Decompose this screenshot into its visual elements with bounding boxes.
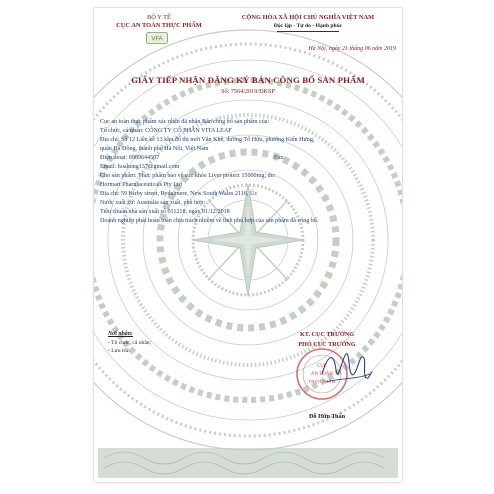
svg-text:VFA: VFA bbox=[151, 36, 163, 43]
manufacturer-name: Hormart Pharmaceuticals Pty Ltd bbox=[100, 182, 182, 188]
responsibility-statement: Doanh nghiệp phải hoàn toàn chịu trách nhiệm về tính phù hợp của sản phẩm đã công bố. bbox=[100, 218, 319, 224]
fax-number: Fax: bbox=[274, 155, 285, 161]
document-page bbox=[94, 8, 402, 482]
signer-position: PHÓ CỤC TRƯỞNG bbox=[298, 341, 356, 348]
department-name: CỤC AN TOÀN THỰC PHẨM bbox=[116, 22, 202, 29]
state-name: CỘNG HÒA XÃ HỘI CHỦ NGHĨA VIỆT NAM bbox=[241, 14, 375, 21]
origin-country: Nước xuất xứ: Australia sản xuất, phù hợp: bbox=[100, 200, 206, 206]
motto-underline bbox=[277, 31, 339, 32]
handwritten-signature-icon bbox=[318, 344, 376, 392]
product-name: Cho sản phẩm: Thực phẩm bảo vệ sức khỏe Liver protect 15000mg; do: bbox=[100, 173, 276, 179]
address-line-1: Địa chỉ: Số 12 Liền kề 13 khu đô thị mới Văn Khê, đường Tố Hữu, phường Kiến Hưng, bbox=[100, 137, 315, 143]
vfa-logo-icon bbox=[146, 32, 168, 44]
signer-name: Đỗ Hữu Tuấn bbox=[308, 413, 346, 420]
recipient-item: - Lưu trữ. bbox=[108, 348, 130, 354]
ministry-name: BỘ Y TẾ bbox=[147, 14, 171, 21]
email-address: Email: hoahong137@gmail.com bbox=[100, 164, 180, 170]
manufacturer-address: Địa chỉ: 59 Kirby street, Rydalmere, New South Wales 2116, Úc bbox=[100, 191, 258, 197]
organization-name: Tổ chức, cá nhân: CÔNG TY CỔ PHẦN VITA LEAF bbox=[100, 128, 232, 134]
national-motto: Độc lập - Tự do - Hạnh phúc bbox=[273, 23, 343, 29]
document-number: Số: 7564/2019/ĐKSP bbox=[221, 88, 275, 95]
recipient-item: - Tổ chức, cá nhân; bbox=[108, 340, 152, 346]
ministry-block bbox=[100, 14, 218, 29]
svg-text:THỰC PHẨM: THỰC PHẨM bbox=[308, 379, 336, 384]
recipients-title: Nơi nhận: bbox=[108, 331, 133, 337]
signing-authority: KT. CỤC TRƯỞNG bbox=[299, 331, 355, 338]
svg-text:AN TOÀN: AN TOÀN bbox=[310, 372, 334, 377]
phone-number: Điện thoại: 0989644567 bbox=[100, 155, 160, 161]
address-line-2: quận Hà Đông, thành phố Hà Nội, Việt Nam bbox=[100, 146, 209, 152]
standard-reference: Tiêu chuẩn nhà sản xuất số 011218, ngày 01/12/2018 bbox=[100, 209, 230, 215]
svg-text:CỤC: CỤC bbox=[316, 364, 328, 369]
issue-date: Hà Nội, ngày 21 tháng 06 năm 2019 bbox=[308, 46, 396, 52]
intro-text: Cục an toàn thực phẩm xác nhận đã nhận Bản công bố sản phẩm của: bbox=[100, 119, 270, 125]
document-title: GIẤY TIẾP NHẬN ĐĂNG KÝ BẢN CÔNG BỐ SẢN PHẨM bbox=[131, 75, 365, 85]
